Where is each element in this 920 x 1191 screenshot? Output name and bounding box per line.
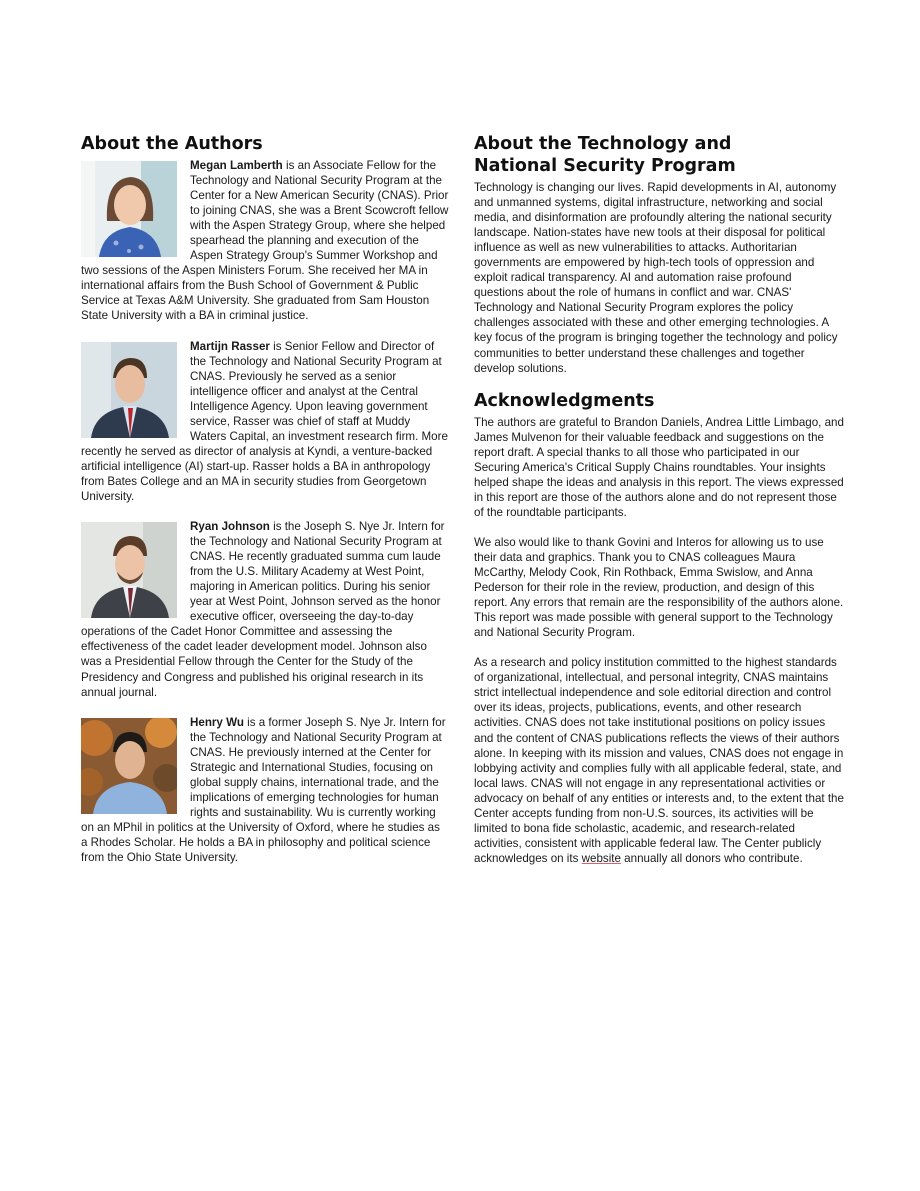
website-link[interactable]: website (581, 851, 621, 865)
author-photo-lamberth (81, 161, 177, 257)
author-name: Martijn Rasser (190, 339, 270, 353)
author-bio-text: is Senior Fellow and Director of the Technology and National Security Program at CNAS. Previously he served as a senior intelligence officer and analyst at the Central Intelligence Agency. Upon leaving government service, Rasser was chief of staff at Muddy Waters Capital, an investment research firm. More recently he served as director of analysis at Kyndi, a venture-backed artificial intelligence (AI) start-up. Rasser holds a BA in anthropology from Bates College and an MA in security studies from Georgetown University. (81, 339, 448, 503)
author-bio-rasser (81, 339, 449, 505)
author-photo-wu (81, 718, 177, 814)
program-section (474, 133, 844, 376)
program-heading: About the Technology and National Security Program (474, 134, 736, 176)
authors-section (81, 133, 449, 880)
author-bio-lamberth (81, 158, 449, 324)
author-bio-text: is a former Joseph S. Nye Jr. Intern for the Technology and National Security Program at CNAS. He previously interned at the Center for Strategic and International Studies, focusing on global supply chains, international trade, and the implications of emerging technologies for human rights and sustainability. Wu is currently working on an MPhil in politics at the University of Oxford, where he studies as a Rhodes Scholar. He holds a BA in philosophy and political science from the Ohio State University. (81, 715, 446, 865)
author-name: Henry Wu (190, 715, 244, 729)
program-text: Technology is changing our lives. Rapid developments in AI, autonomy and unmanned systems, digital infrastructure, networking and social media, and disinformation are profoundly altering the national security landscape. Nation-states have new tools at their disposal for political influence as well as new vulnerabilities to attacks. Authoritarian governments are empowered by high-tech tools of oppression and exploit radical transparency. AI and automation raise profound questions about the role of humans in conflict and war. CNAS' Technology and National Security Program explores the policy challenges associated with these and other emerging technologies. A key focus of the program is bringing together the technology and policy communities to better understand these challenges and together develop solutions. (474, 181, 838, 375)
author-name: Megan Lamberth (190, 159, 283, 172)
author-photo-johnson (81, 522, 177, 618)
author-bio-text: is an Associate Fellow for the Technology and National Security Program at the Center for a New American Security (CNAS). Prior to joining CNAS, she was a Brent Scowcroft fellow with the Aspen Strategy Group, where she helped spearhead the planning and execution of the Aspen Strategy Group's Summer Workshop and two sessions of the Aspen Ministers Forum. She received her MA in international affairs from the Bush School of Government & Public Service at Texas A&M University. She graduated from Sam Houston State University with a BA in criminal justice. (81, 159, 449, 323)
acknowledgments-heading: Acknowledgments (474, 390, 655, 411)
author-bio-wu (81, 715, 449, 865)
author-bio-text: is the Joseph S. Nye Jr. Intern for the Technology and National Security Program at CNAS. He recently graduated summa cum laude from the U.S. Military Academy at West Point, majoring in American politics. During his senior year at West Point, Johnson served as the honor executive officer, overseeing the day-to-day operations of the Cadet Honor Committee and assessing the effectiveness of the cadet leader development model. Johnson also was a Presidential Fellow through the Center for the Study of the Presidency and Congress and published his original research in its annual journal. (81, 520, 445, 699)
right-column (474, 133, 844, 866)
acknowledgments-section (474, 390, 844, 866)
acknowledgments-paragraph-2: We also would like to thank Govini and Interos for allowing us to use their data and graphics. Thank you to CNAS colleagues Maura McCarthy, Melody Cook, Rin Rothback, Emma Swislow, and Anna Pederson for their role in the review, production, and design of this report. Any errors that remain are the responsibility of the authors alone. This report was made possible with general support to the Technology and National Security Program. (474, 535, 844, 640)
authors-heading: About the Authors (81, 134, 263, 154)
author-bio-johnson (81, 519, 449, 700)
acknowledgments-paragraph-3: As a research and policy institution committed to the highest standards of organizational, intellectual, and personal integrity, CNAS maintains strict intellectual independence and sole editorial direction and control over its ideas, projects, publications, events, and other research activities. CNAS does not take institutional positions on policy issues and the content of CNAS publications reflects the views of their authors alone. In keeping with its mission and values, CNAS does not engage in lobbying activity and complies fully with all applicable federal, state, and local laws. CNAS will not engage in any representational activities or advocacy on behalf of any entities or interests and, to the extent that the Center accepts funding from non-U.S. sources, its activities will be limited to bona fide scholastic, academic, and research-related activities, consistent with applicable federal law. The Center publicly acknowledges on its website annually all donors who contribute. (474, 656, 844, 865)
acknowledgments-paragraph-1: The authors are grateful to Brandon Daniels, Andrea Little Limbago, and James Mulvenon for their valuable feedback and suggestions on the report draft. A special thanks to all those who participated in our Securing America's Critical Supply Chains roundtables. Your insights helped shape the ideas and analysis in this report. The views expressed in this report are those of the authors alone and do not represent those of the roundtable participants. (474, 415, 844, 519)
author-name: Ryan Johnson (190, 520, 270, 534)
author-photo-rasser (81, 342, 177, 438)
